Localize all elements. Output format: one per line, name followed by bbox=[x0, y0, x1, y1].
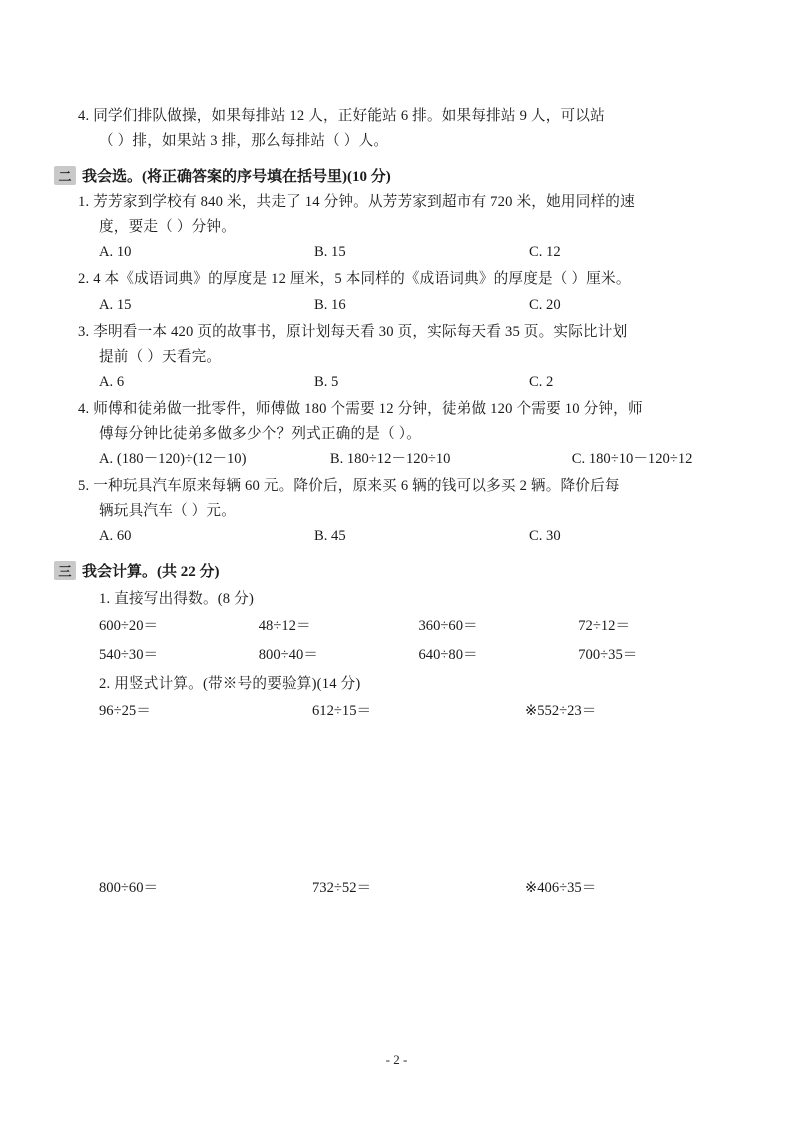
vertical-problem-1[interactable]: 96÷25＝ bbox=[99, 703, 151, 720]
option-3-b[interactable]: B. 5 bbox=[314, 373, 339, 390]
option-3-a[interactable]: A. 6 bbox=[99, 373, 125, 390]
work-space-area-1 bbox=[78, 726, 738, 874]
vertical-problem-3[interactable]: ※552÷23＝ bbox=[525, 703, 597, 720]
vertical-problem-5[interactable]: 732÷52＝ bbox=[312, 880, 372, 897]
option-5-b[interactable]: B. 45 bbox=[314, 528, 346, 545]
oral-problem-2[interactable]: 48÷12＝ bbox=[258, 617, 311, 634]
choice-options-1 bbox=[78, 240, 738, 265]
choice-question-1-line-1: 1. 芳芳家到学校有 840 米，共走了 14 分钟。从芳芳家到超市有 720 米，她用同样的速 bbox=[78, 194, 635, 211]
section-title-two: 我会选。(将正确答案的序号填在括号里)(10 分) bbox=[82, 169, 391, 186]
choice-question-2-line-1: 2. 4 本《成语词典》的厚度是 12 厘米，5 本同样的《成语词典》的厚度是（ ）厘米。 bbox=[78, 271, 631, 288]
choice-question-3-line-1: 3. 李明看一本 420 页的故事书，原计划每天看 30 页，实际每天看 35 页。实际比计划 bbox=[78, 323, 628, 340]
oral-problem-4[interactable]: 72÷12＝ bbox=[578, 617, 631, 634]
choice-question-3-line-2: 提前（ ）天看完。 bbox=[99, 348, 222, 365]
page-content bbox=[58, 104, 738, 903]
oral-problem-8[interactable]: 700÷35＝ bbox=[578, 646, 638, 663]
option-1-a[interactable]: A. 10 bbox=[99, 244, 132, 261]
vertical-calc-row-2 bbox=[78, 874, 738, 903]
oral-problem-6[interactable]: 800÷40＝ bbox=[258, 646, 318, 663]
section-title-three: 我会计算。(共 22 分) bbox=[82, 563, 220, 580]
choice-question-4-line-2: 傅每分钟比徒弟多做多少个？列式正确的是（ ）。 bbox=[99, 426, 422, 443]
option-1-c[interactable]: C. 12 bbox=[529, 244, 561, 261]
section-badge-three: 三 bbox=[54, 561, 76, 580]
calc-subsection-1-title: 1. 直接写出得数。(8 分) bbox=[99, 590, 255, 607]
choice-options-3 bbox=[78, 370, 738, 395]
choice-options-4 bbox=[78, 447, 738, 472]
page-number: - 2 - bbox=[385, 1052, 408, 1067]
choice-question-5-line-2: 辆玩具汽车（ ）元。 bbox=[99, 503, 236, 520]
option-2-b[interactable]: B. 16 bbox=[314, 296, 346, 313]
option-4-b[interactable]: B. 180÷12－120÷10 bbox=[329, 451, 451, 468]
section-badge-two: 二 bbox=[54, 166, 76, 185]
option-4-a[interactable]: A. (180－120)÷(12－10) bbox=[99, 451, 247, 468]
option-5-a[interactable]: A. 60 bbox=[99, 528, 132, 545]
carryover-question-line-1: 4. 同学们排队做操，如果每排站 12 人，正好能站 6 排。如果每排站 9 人，可以站 bbox=[78, 108, 605, 124]
option-3-c[interactable]: C. 2 bbox=[529, 373, 554, 390]
oral-problem-1[interactable]: 600÷20＝ bbox=[99, 617, 159, 634]
choice-options-2 bbox=[78, 293, 738, 318]
oral-calc-row-1 bbox=[78, 612, 738, 641]
choice-question-4-line-1: 4. 师傅和徒弟做一批零件，师傅做 180 个需要 12 分钟，徒弟做 120 个需要 10 分钟，师 bbox=[78, 400, 643, 417]
oral-problem-3[interactable]: 360÷60＝ bbox=[418, 617, 478, 634]
choice-options-5 bbox=[78, 524, 738, 549]
vertical-problem-4[interactable]: 800÷60＝ bbox=[99, 880, 159, 897]
calc-subsection-2-title: 2. 用竖式计算。(带※号的要验算)(14 分) bbox=[99, 675, 361, 692]
option-2-c[interactable]: C. 20 bbox=[529, 296, 561, 313]
option-1-b[interactable]: B. 15 bbox=[314, 244, 346, 261]
option-4-c[interactable]: C. 180÷10－120÷12 bbox=[571, 451, 693, 468]
oral-problem-5[interactable]: 540÷30＝ bbox=[99, 646, 159, 663]
oral-problem-7[interactable]: 640÷80＝ bbox=[418, 646, 478, 663]
vertical-problem-6[interactable]: ※406÷35＝ bbox=[525, 880, 597, 897]
choice-question-1-line-2: 度，要走（ ）分钟。 bbox=[99, 219, 236, 236]
section-header-two bbox=[58, 165, 738, 186]
choice-question-5-line-1: 5. 一种玩具汽车原来每辆 60 元。降价后，原来买 6 辆的钱可以多买 2 辆。降价后每 bbox=[78, 478, 620, 495]
vertical-calc-row-1 bbox=[78, 697, 738, 726]
option-2-a[interactable]: A. 15 bbox=[99, 296, 132, 313]
oral-calc-row-2 bbox=[78, 641, 738, 670]
carryover-question-line-2: （ ）排，如果站 3 排，那么每排站（ ）人。 bbox=[99, 133, 389, 150]
option-5-c[interactable]: C. 30 bbox=[529, 528, 561, 545]
section-header-three bbox=[58, 560, 738, 581]
vertical-problem-2[interactable]: 612÷15＝ bbox=[312, 703, 372, 720]
